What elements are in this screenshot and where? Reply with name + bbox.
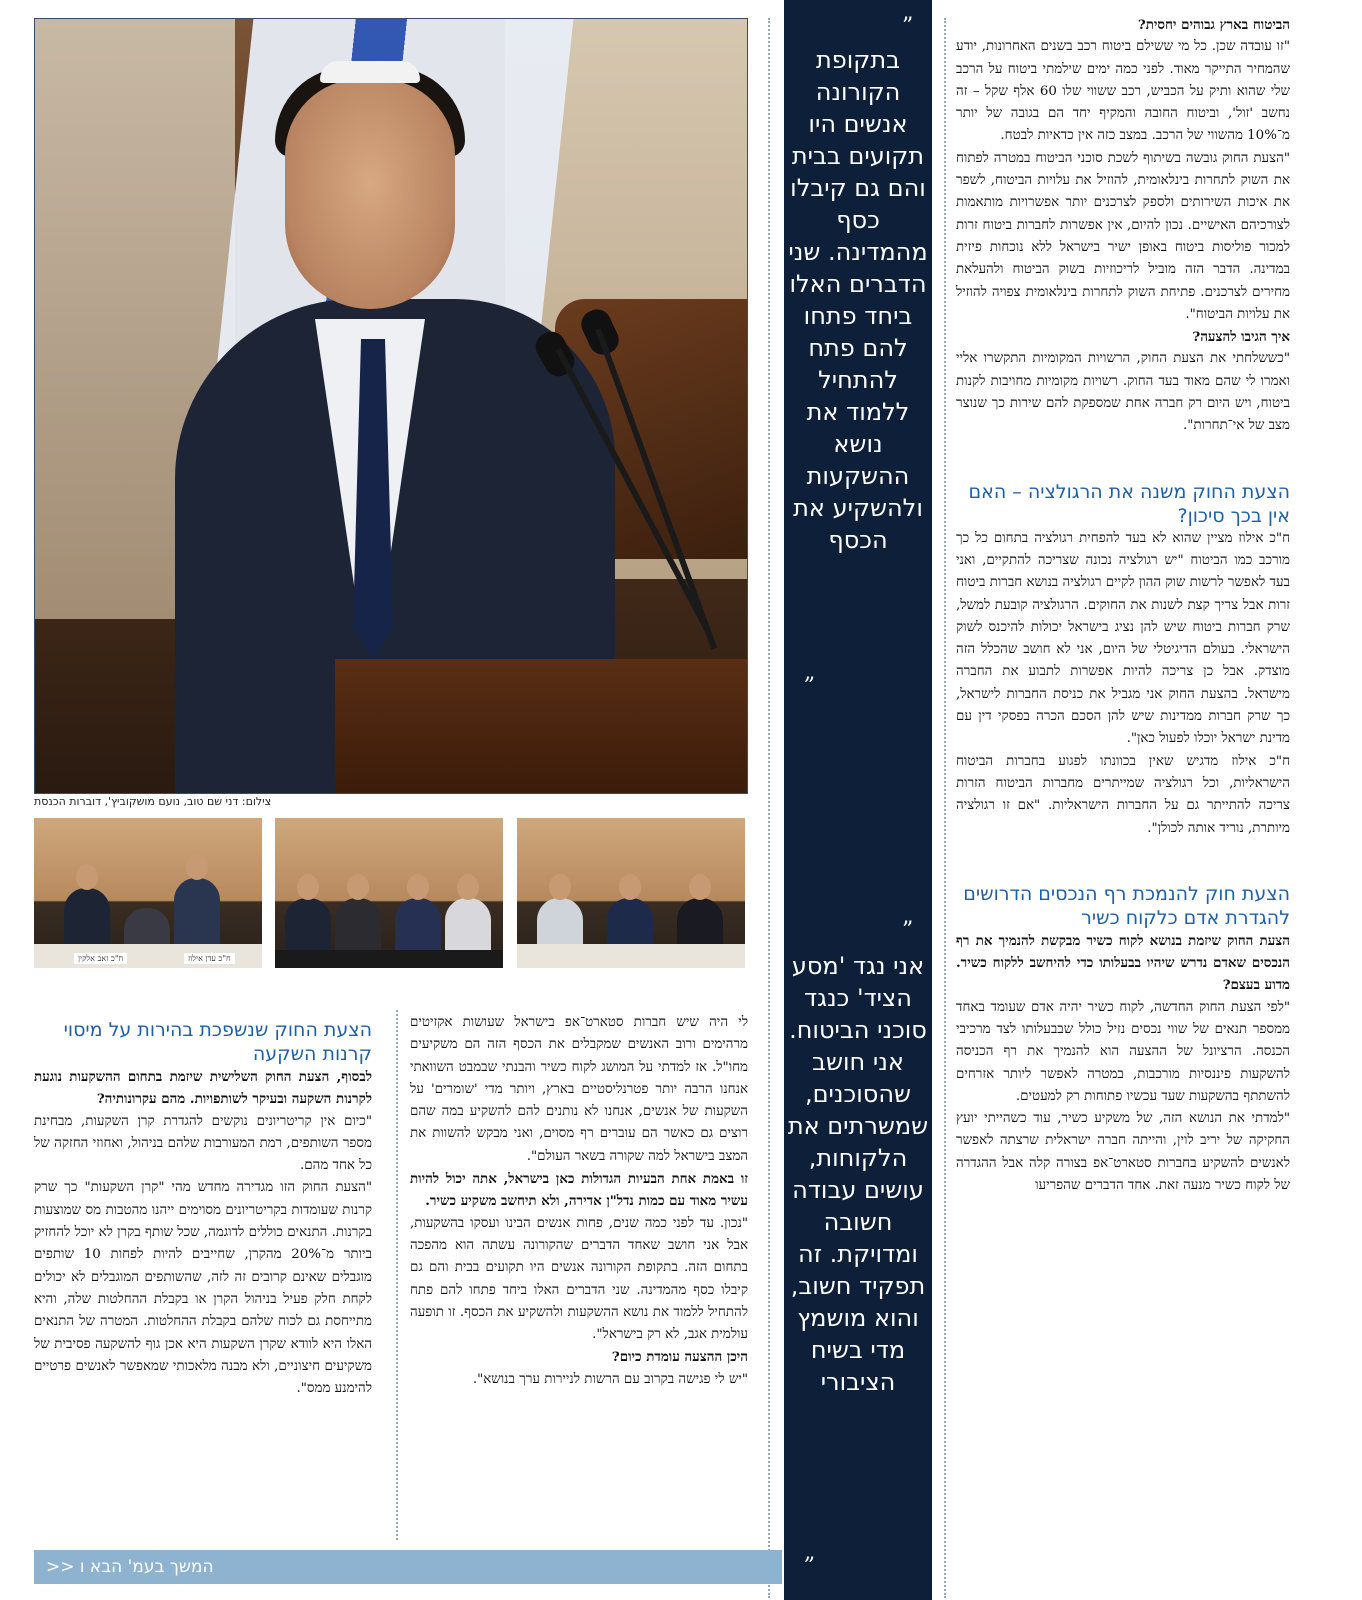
paragraph: "כששלחתי את הצעת החוק, הרשויות המקומיות התקשרו אליי ואמרו לי שהם מאוד בעד החוק. רשויות מקומיות מחויבות לקנות ביטוח, ויש היום רק חברה אחת שמספקת להם שירות כך שנוצר מצב של אי־תחרות". xyxy=(956,351,1290,434)
question: איך הגיבו להצעה? xyxy=(1192,329,1290,346)
section-heading: הצעת חוק להנמכת רף הנכסים הדרושים להגדרת אדם כלקוח כשיר xyxy=(963,882,1290,929)
column-divider xyxy=(944,18,946,1598)
thumbnail-photo-3 xyxy=(517,818,745,968)
name-tag: ח"כ זאב אלקין xyxy=(74,953,127,964)
question: הצעת החוק שיזמת בנושא לקוח כשיר מבקשת להנמיך את רף הנכסים שאדם נדרש שיהיו בבעלותו כדי להיחשב ללקוח כשיר. מדוע בעצם? xyxy=(956,932,1290,994)
paragraph: ח"כ אילוז מציין שהוא לא בעד להפחית רגולציה בתחום כל כך מורכב כמו הביטוח "יש רגולציה נכונה שצריכה להתקיים, ואני בעד לאפשר לרשות שוק ההון לקיים רגולציה בנושא חברות ביטוח זרות אבל צריך קצת לשנות את החוקים. הרגולציה קובעת למשל, שרק חברות ביטוח שיש להן נציג בישראל יכולות להיכנס לשוק הישראלי. בעולם הדיגיטלי של היום, אני לא חושב שהכלל הזה מוצדק. אבל כן צריכה להיות אפשרות לתבוע את החברה מישראל. בהצעת החוק אני מגביל את כניסת החברות לישראל, כך שרק חברות ממדינות שיש להן הסכם הכרה בפסקי דין עם מדינת ישראל יוכלו לפעול כאן". xyxy=(956,530,1290,747)
photo-caption: צילום: דני שם טוב, נועם מושקוביץ', דוברות הכנסת xyxy=(34,795,272,808)
section-heading: הצעת החוק שנשפכת בהירות על מיסוי קרנות השקעה xyxy=(63,1019,372,1065)
question: זו באמת אחת הבעיות הגדולות כאן בישראל, אתה יכול להיות עשיר מאוד עם כמות נדל"ן אדירה, ולא תיחשב משקיע כשיר. xyxy=(410,1171,748,1210)
column-divider xyxy=(768,18,770,1598)
pullquote-sidebar xyxy=(784,0,932,1600)
right-column xyxy=(956,14,1290,1197)
paragraph: ח"כ אילוז מדגיש שאין בכוונתו לפגוע בחברות הביטוח הישראליות, וכל רגולציה שמייתרים מחברות הביטוח הזרות צריכה להתייתר גם על החברות הישראליות. "אם זו רגולציה מיותרת, נוריד אותה לכולן". xyxy=(956,753,1290,836)
quote-open-icon: ” xyxy=(902,918,914,943)
quote-close-icon: „ xyxy=(804,660,816,685)
paragraph: "כיום אין קריטריונים נוקשים להגדרת קרן השקעות, מבחינת מספר השותפים, רמת המעורבות שלהם בניהול, ואחוזי החזקה של כל אחד מהם. xyxy=(34,1113,372,1174)
left-column xyxy=(34,1018,372,1400)
paragraph: "זו עובדה שכן. כל מי ששילם ביטוח רכב בשנים האחרונות, יודע שהמחיר התייקר מאוד. לפני כמה ימים שילמתי ביטוח על הרכב שלי שהוא ותיק על הכביש, רכב ששווי שלו 60 אלף שקל – זה נחשב 'זול', וביטוח החובה והמקיף יחד הם בגובה של יותר מ־10% מהשווי של הרכב. במצב כזה אין כדאיות לבטח. xyxy=(956,39,1290,144)
thumbnail-photo-1 xyxy=(34,818,262,968)
paragraph: "למדתי את הנושא הזה, של משקיע כשיר, עוד כשהייתי יועץ החקיקה של יריב לוין, והייתה חברה ישראלית שרצתה לאפשר לאנשים להשקיע בחברות סטארט־אפ בצורה קלה אבל ההגדרה של לקוח כשיר מנעה זאת. אחד הדברים שהפריעו xyxy=(956,1111,1290,1194)
paragraph: "יש לי פגישה בקרוב עם הרשות לניירות ערך בנושא". xyxy=(472,1371,748,1387)
question: הביטוח בארץ גבוהים יחסית? xyxy=(1137,17,1290,33)
name-tag: ח"כ עדן אילוז xyxy=(184,953,235,964)
thumbnail-photo-2 xyxy=(275,818,503,968)
quote-close-icon: „ xyxy=(804,1540,816,1565)
continued-link[interactable]: המשך בעמ' הבא ו << xyxy=(46,1557,214,1577)
middle-column xyxy=(410,1012,748,1391)
pullquote-1: בתקופת הקורונה אנשים היו תקועים בבית והם גם קיבלו כסף מהמדינה. שני הדברים האלו ביחד פתחו להם פתח להתחיל ללמוד את נושא ההשקעות ולהשקיע את הכסף xyxy=(788,46,928,554)
paragraph: "הצעת החוק גובשה בשיתוף לשכת סוכני הביטוח במטרה לפתוח את השוק לתחרות בינלאומית, להוזיל את עלויות הביטוח, לשפר את איכות השירותים ולספק לצרכנים יותר אפשרויות מותאמות לצורכיהם האישיים. נכון להיום, אין אפשרות לחברות ביטוח זרות למכור פוליסות ביטוח באופן ישיר בישראל ללא נוכחות פיזית במדינה. הדבר הזה מוביל לריכוזיות בשוק הביטוח ולהעלאת מחירים לצרכנים. פתיחת השוק לתחרות בינלאומית צפויה להוזיל את עלויות הביטוח". xyxy=(956,150,1290,322)
question: היכן ההצעה עומדת כיום? xyxy=(611,1349,748,1366)
section-heading: הצעת החוק משנה את הרגולציה – האם אין בכך סיכון? xyxy=(968,480,1290,527)
main-photo xyxy=(34,18,748,794)
column-divider xyxy=(396,1010,398,1540)
question: לבסוף, הצעת החוק השלישית שיזמת בתחום ההשקעות נוגעת לקרנות השקעה ובעיקר לשותפויות. מהם עקרונותיה? xyxy=(34,1069,372,1108)
paragraph: "הצעת החוק הזו מגדירה מחדש מהי "קרן השקעות" כך שרק קרנות שעומדות בקריטריונים מסוימים ייהנו מהטבות מס שמוצעות בקרנות. התנאים כוללים לדוגמה, שכל שותף בקרן לא יוכל להחזיק ביותר מ־20% מהקרן, שחייבים להיות לפחות 10 שותפים מוגבלים שאינם קרובים זה לזה, שהשותפים המוגבלים לא יכולים לקחת חלק פעיל בניהול הקרן או בקבלת ההחלטות שלה, והיא מתייחסת גם לכוח שלהם בקבלת ההחלטות. המטרה של התנאים האלו היא לוודא שקרן השקעות היא אכן גוף להשקעה פסיבית של משקיעים חיצוניים, ולא מבנה מלאכותי שמאפשר לאנשים פרטיים להימנע ממס". xyxy=(34,1180,372,1397)
quote-open-icon: ” xyxy=(902,14,914,39)
paragraph: "לפי הצעת החוק החדשה, לקוח כשיר יהיה אדם שעומד באחד ממספר תנאים של שווי נכסים נזיל כולל שבבעלותו לצד מרכיבי הכנסה. הרציונל של ההצעה הוא להנמיך את רף הכניסה להשקעות פיננסיות מורכבות, במטרה לאפשר ליותר אזרחים להשתתף בהשקעות שעד עכשיו פתוחות רק למעטים. xyxy=(956,999,1290,1104)
paragraph: לי היה שיש חברות סטארט־אפ בישראל שעושות אקזיטים מרהימים ורוב האנשים שמקבלים את הכסף הזה הם משקיעים מחו"ל. אז למדתי על המושג לקוח כשיר והבנתי שבמבט השוואתי אנחנו הרבה יותר פטרנליסטיים בארץ, ויותר מדי 'שומרים' על השקעות של אנשים, אנחנו לא נותנים להם להשקיע במה שהם רוצים גם כאשר הם עוברים רף מסוים, ואני מבקש להשוות את המצב בישראל למה שקורה בשאר העולם". xyxy=(410,1015,748,1164)
pullquote-2: אני נגד 'מסע הציד' כנגד סוכני הביטוח. אני חושב שהסוכנים, שמשרתים את הלקוחות, עושים עבודה חשובה ומדויקת. זה תפקיד חשוב, והוא מושמץ מדי בשיח הציבורי xyxy=(787,952,929,1396)
paragraph: "נכון. עד לפני כמה שנים, פחות אנשים הבינו ועסקו בהשקעות, אבל אני חושב שאחד הדברים שהקורונה עשתה הוא מהפכה בתחום הזה. בתקופת הקורונה אנשים היו תקועים בבית והם גם קיבלו כסף מהמדינה. שני הדברים האלו ביחד פתחו להם פתח להתחיל ללמוד את נושא ההשקעות ולהשקיע את הכסף. זו תופעה עולמית אגב, לא רק בישראל". xyxy=(410,1215,748,1343)
